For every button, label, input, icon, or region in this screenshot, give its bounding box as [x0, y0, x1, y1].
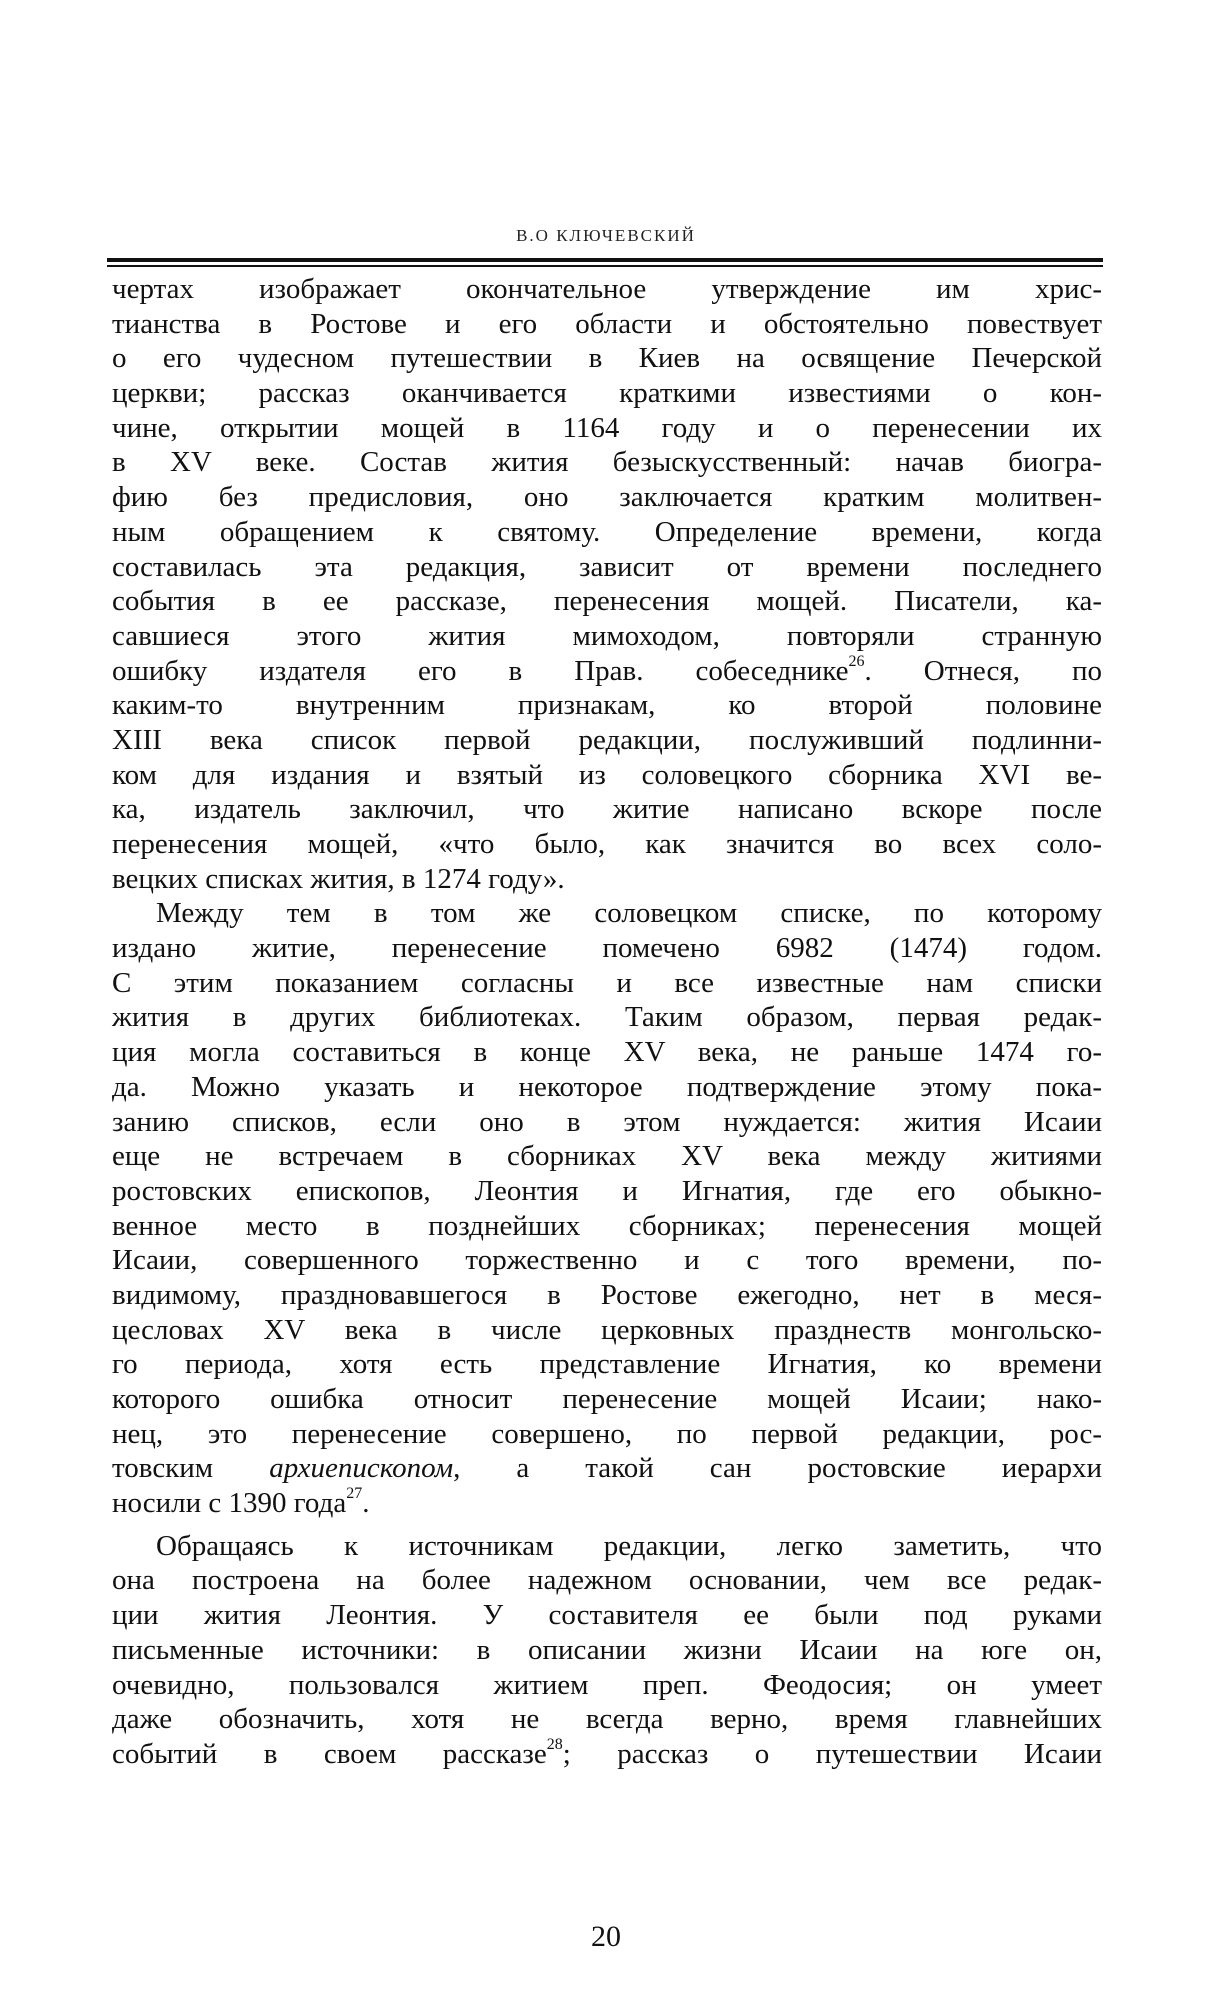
text-line: да. Можно указать и некоторое подтверждение этому пока- [112, 1070, 1102, 1103]
header-rule-thick [107, 258, 1103, 262]
text-line: еще не встречаем в сборниках XV века между житиями [112, 1140, 1102, 1173]
page-number: 20 [591, 1920, 621, 1953]
line-text: ошибку издателя его в Прав. собеседнике [112, 654, 849, 687]
footnote-ref[interactable]: 27 [346, 1485, 363, 1503]
text-line: занию списков, если оно в этом нуждается: жития Исаии [112, 1105, 1102, 1138]
text-line: письменные источники: в описании жизни Исаии на юге он, [112, 1633, 1102, 1666]
text-line: перенесения мощей, «что было, как значится во всех соло- [112, 828, 1102, 860]
footnote-ref[interactable]: 26 [848, 652, 865, 670]
text-line: цесловах XV века в числе церковных празднеств монгольско- [112, 1313, 1102, 1346]
text-line: го периода, хотя есть представление Игнатия, ко времени [112, 1348, 1102, 1381]
text-line: нец, это перенесение совершено, по первой редакции, рос- [112, 1417, 1102, 1450]
text-line: ростовских епископов, Леонтия и Игнатия, где его обыкно- [112, 1174, 1102, 1207]
text-line: о его чудесном путешествии в Киев на освящение Печерской [112, 342, 1102, 375]
footnote-ref[interactable]: 28 [546, 1735, 563, 1753]
text-line: Обращаясь к источникам редакции, легко заметить, что [156, 1529, 1102, 1562]
text-line-with-note [112, 1486, 1102, 1521]
text-line: венное место в позднейших сборниках; перенесения мощей [112, 1209, 1102, 1242]
paragraph-1 [112, 272, 1102, 896]
line-text: товским [112, 1452, 214, 1485]
body-text [112, 272, 1102, 1772]
text-line: ка, издатель заключил, что житие написано вскоре после [112, 793, 1102, 826]
text-line: церкви; рассказ оканчивается краткими известиями о кон- [112, 377, 1102, 410]
line-text: носили с 1390 года [112, 1487, 347, 1520]
text-line: события в ее рассказе, перенесения мощей. Писатели, ка- [112, 585, 1102, 618]
text-line: издано житие, перенесение помечено 6982 (1474) годом. [112, 932, 1102, 965]
text-line: составилась эта редакция, зависит от времени последнего [112, 550, 1102, 583]
text-line: она построена на более надежном основании, чем все редак- [112, 1564, 1102, 1597]
text-line: Исаии, совершенного торжественно и с того времени, по- [112, 1244, 1102, 1277]
line-text: . [362, 1487, 370, 1520]
paragraph-2 [112, 896, 1102, 1520]
text-line: жития в других библиотеках. Таким образом, первая редак- [112, 1001, 1102, 1034]
text-line: вецких списках жития, в 1274 году». [112, 862, 565, 895]
text-line: которого ошибка относит перенесение мощей Исаии; нако- [112, 1383, 1102, 1415]
text-line: ции жития Леонтия. У составителя ее были под руками [112, 1599, 1102, 1632]
text-line: С этим показанием согласны и все известные нам списки [112, 966, 1102, 999]
line-text: . Отнеся, по [864, 654, 1103, 687]
text-line: каким-то внутренним признакам, ко второй половине [112, 689, 1102, 722]
text-line: ком для издания и взятый из соловецкого сборника XVI ве- [112, 758, 1102, 791]
italic-term: архиепископом [269, 1452, 454, 1485]
text-line: XIII века список первой редакции, послуживший подлинни- [112, 723, 1102, 756]
text-line: чине, открытии мощей в 1164 году и о перенесении их [112, 411, 1102, 444]
text-line: фию без предисловия, оно заключается кратким молитвен- [112, 481, 1102, 514]
text-line: ным обращением к святому. Определение времени, когда [112, 515, 1102, 548]
text-line: савшиеся этого жития мимоходом, повторяли странную [112, 619, 1102, 652]
text-line-with-note [112, 1737, 1102, 1772]
text-line: чертах изображает окончательное утверждение им хрис- [112, 273, 1102, 305]
line-text: ; рассказ о путешествии Исаии [562, 1737, 1102, 1770]
running-head: В.О КЛЮЧЕВСКИЙ [516, 226, 696, 245]
text-line: Между тем в том же соловецком списке, по которому [156, 897, 1102, 930]
text-line: тианства в Ростове и его области и обстоятельно повествует [112, 307, 1102, 340]
text-line-with-note [112, 654, 1102, 689]
text-line: очевидно, пользовался житием преп. Феодосия; он умеет [112, 1668, 1102, 1701]
line-text: , а такой сан ростовские иерархи [453, 1452, 1103, 1485]
text-line: видимому, праздновавшегося в Ростове ежегодно, нет в меся- [112, 1278, 1102, 1311]
text-line: в XV веке. Состав жития безыскусственный: начав биогра- [112, 446, 1102, 479]
paragraph-3 [112, 1529, 1102, 1772]
text-line: даже обозначить, хотя не всегда верно, время главнейших [112, 1703, 1102, 1736]
paragraph-gap [112, 1521, 1102, 1529]
text-line: ция могла составиться в конце XV века, не раньше 1474 го- [112, 1036, 1102, 1069]
line-text: событий в своем рассказе [112, 1737, 547, 1770]
text-line-with-italic [112, 1451, 1102, 1486]
header-rule-thin [107, 265, 1103, 267]
